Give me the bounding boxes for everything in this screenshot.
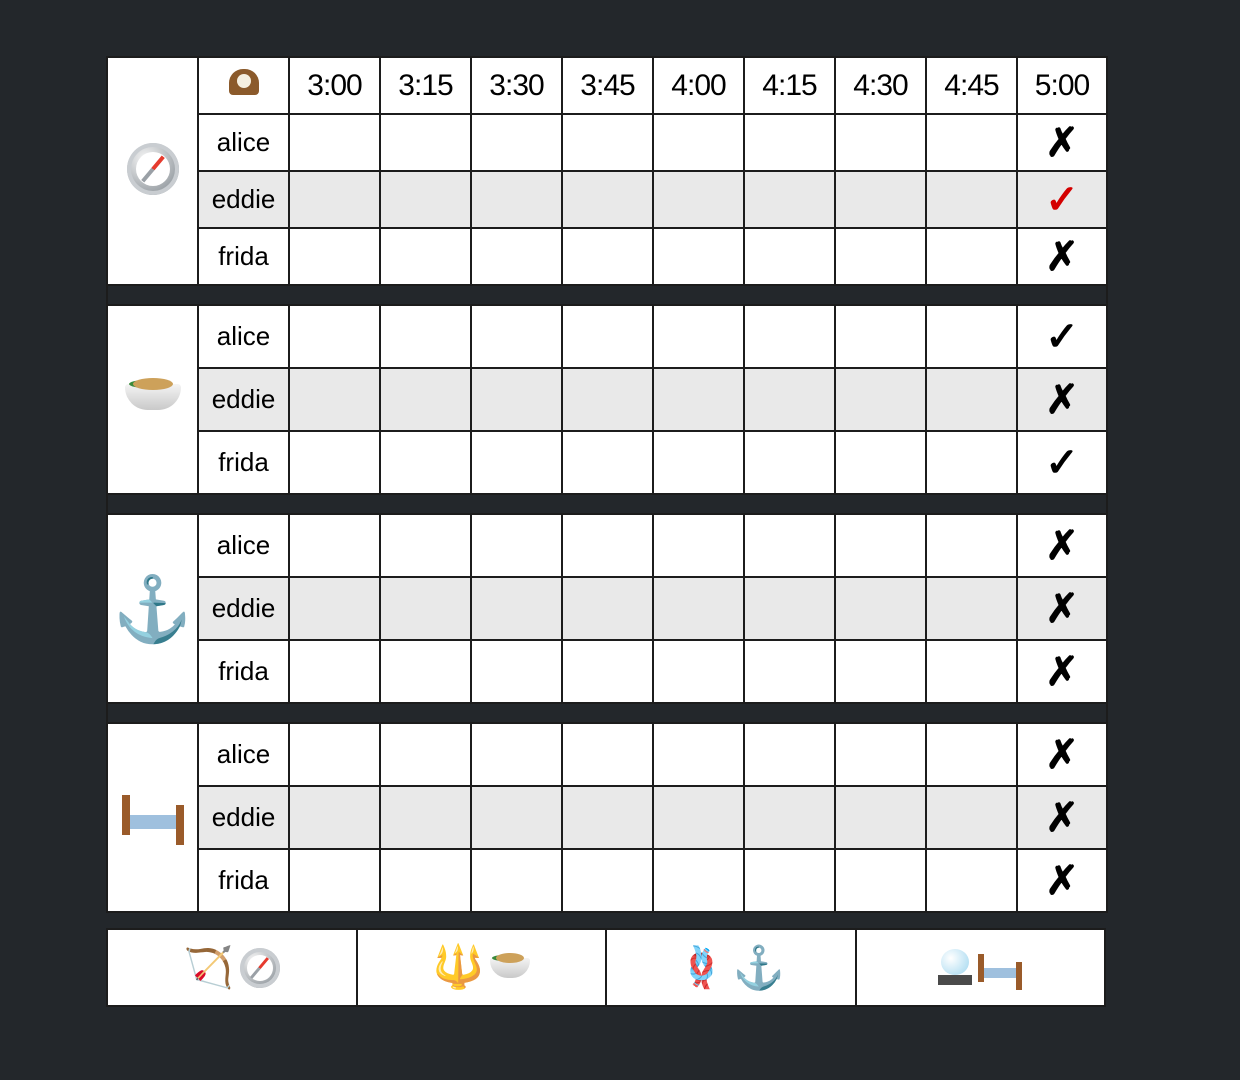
- slot-cell[interactable]: [926, 228, 1017, 285]
- slot-cell[interactable]: [562, 228, 653, 285]
- table-row: [107, 723, 1107, 786]
- slot-cell[interactable]: [289, 786, 380, 849]
- header-row: [107, 57, 1107, 114]
- mark-cell[interactable]: [1017, 723, 1107, 786]
- group-4-icon-cell: [107, 723, 198, 912]
- anchor-icon: ⚓: [112, 572, 193, 645]
- slot-cell[interactable]: [289, 368, 380, 431]
- slot-cell[interactable]: [744, 305, 835, 368]
- cross-mark: ✗: [1045, 586, 1079, 631]
- slot-cell[interactable]: [835, 723, 926, 786]
- slot-cell[interactable]: [926, 577, 1017, 640]
- slot-cell[interactable]: [471, 514, 562, 577]
- slot-cell[interactable]: [289, 514, 380, 577]
- slot-cell[interactable]: [380, 786, 471, 849]
- knot-icon: 🪢: [676, 946, 727, 990]
- slot-cell[interactable]: [653, 723, 744, 786]
- clock-header: [198, 57, 289, 114]
- time-header: 3:00: [289, 57, 380, 114]
- slot-cell[interactable]: [562, 368, 653, 431]
- slot-cell[interactable]: [835, 786, 926, 849]
- slot-cell[interactable]: [744, 228, 835, 285]
- slot-cell[interactable]: [471, 849, 562, 912]
- slot-cell[interactable]: [926, 368, 1017, 431]
- slot-cell[interactable]: [562, 849, 653, 912]
- slot-cell[interactable]: [744, 577, 835, 640]
- table-row: [107, 114, 1107, 171]
- slot-cell[interactable]: [289, 305, 380, 368]
- cross-mark: ✗: [1045, 732, 1079, 777]
- row-name: frida: [198, 431, 289, 494]
- time-header: 3:45: [562, 57, 653, 114]
- slot-cell[interactable]: [471, 577, 562, 640]
- slot-cell[interactable]: [380, 849, 471, 912]
- row-name: eddie: [198, 368, 289, 431]
- row-name: eddie: [198, 171, 289, 228]
- cross-mark: ✗: [1045, 795, 1079, 840]
- slot-cell[interactable]: [380, 114, 471, 171]
- anchor-icon: ⚓: [732, 943, 785, 991]
- slot-cell[interactable]: [289, 171, 380, 228]
- trident-icon: 🔱: [432, 943, 485, 990]
- table-row: [107, 849, 1107, 912]
- legend-cell-4[interactable]: [855, 928, 1107, 1007]
- slot-cell[interactable]: [653, 786, 744, 849]
- slot-cell[interactable]: [653, 514, 744, 577]
- slot-cell[interactable]: [289, 431, 380, 494]
- time-header: 4:15: [744, 57, 835, 114]
- slot-cell[interactable]: [653, 114, 744, 171]
- slot-cell[interactable]: [562, 114, 653, 171]
- slot-cell[interactable]: [744, 723, 835, 786]
- mark-cell[interactable]: [1017, 577, 1107, 640]
- table-row: [107, 640, 1107, 703]
- time-header: 3:15: [380, 57, 471, 114]
- slot-cell[interactable]: [471, 171, 562, 228]
- mark-cell[interactable]: [1017, 228, 1107, 285]
- mark-cell[interactable]: [1017, 431, 1107, 494]
- slot-cell[interactable]: [289, 640, 380, 703]
- slot-cell[interactable]: [926, 849, 1017, 912]
- mark-cell[interactable]: [1017, 640, 1107, 703]
- slot-cell[interactable]: [835, 577, 926, 640]
- slot-cell[interactable]: [289, 228, 380, 285]
- compass-icon: [127, 143, 179, 195]
- group-gap: [107, 285, 1107, 305]
- mantelpiece-clock-icon: [229, 69, 259, 95]
- time-header: 5:00: [1017, 57, 1107, 114]
- slot-cell[interactable]: [562, 786, 653, 849]
- slot-cell[interactable]: [744, 368, 835, 431]
- table-row: [107, 577, 1107, 640]
- cross-mark: ✗: [1045, 377, 1079, 422]
- mark-cell[interactable]: [1017, 849, 1107, 912]
- legend-bar: [106, 928, 1106, 1007]
- table-row: [107, 514, 1107, 577]
- check-mark: ✓: [1045, 440, 1079, 485]
- slot-cell[interactable]: [744, 514, 835, 577]
- slot-cell[interactable]: [289, 114, 380, 171]
- bed-icon: [122, 795, 184, 835]
- crystal-ball-icon: [938, 949, 972, 987]
- slot-cell[interactable]: [926, 171, 1017, 228]
- slot-cell[interactable]: [653, 431, 744, 494]
- group-gap: [107, 703, 1107, 723]
- slot-cell[interactable]: [835, 849, 926, 912]
- slot-cell[interactable]: [653, 640, 744, 703]
- table-row: [107, 786, 1107, 849]
- mark-cell[interactable]: [1017, 514, 1107, 577]
- slot-cell[interactable]: [744, 171, 835, 228]
- slot-cell[interactable]: [562, 305, 653, 368]
- slot-cell[interactable]: [835, 514, 926, 577]
- slot-cell[interactable]: [926, 514, 1017, 577]
- time-header: 4:00: [653, 57, 744, 114]
- slot-cell[interactable]: [835, 305, 926, 368]
- table-row: [107, 228, 1107, 285]
- bed-icon: [978, 954, 1022, 982]
- row-name: eddie: [198, 786, 289, 849]
- group-3-icon-cell: [107, 514, 198, 703]
- group-2-icon-cell: [107, 305, 198, 494]
- legend-cell-1[interactable]: [106, 928, 358, 1007]
- table-row: [107, 171, 1107, 228]
- cross-mark: ✗: [1045, 234, 1079, 279]
- slot-cell[interactable]: [653, 849, 744, 912]
- slot-cell[interactable]: [926, 431, 1017, 494]
- slot-cell[interactable]: [835, 640, 926, 703]
- slot-cell[interactable]: [926, 640, 1017, 703]
- cross-mark: ✗: [1045, 649, 1079, 694]
- slot-cell[interactable]: [562, 723, 653, 786]
- slot-cell[interactable]: [744, 849, 835, 912]
- slot-cell[interactable]: [562, 514, 653, 577]
- slot-cell[interactable]: [562, 577, 653, 640]
- cross-mark: ✗: [1045, 858, 1079, 903]
- mark-cell[interactable]: [1017, 171, 1107, 228]
- slot-cell[interactable]: [835, 171, 926, 228]
- slot-cell[interactable]: [471, 228, 562, 285]
- slot-cell[interactable]: [380, 514, 471, 577]
- slot-cell[interactable]: [926, 114, 1017, 171]
- slot-cell[interactable]: [380, 431, 471, 494]
- table-row: [107, 431, 1107, 494]
- slot-cell[interactable]: [835, 114, 926, 171]
- slot-cell[interactable]: [471, 786, 562, 849]
- time-header: 3:30: [471, 57, 562, 114]
- bow-and-arrow-icon: 🏹: [183, 946, 234, 990]
- slot-cell[interactable]: [744, 431, 835, 494]
- table-row: [107, 305, 1107, 368]
- slot-cell[interactable]: [926, 723, 1017, 786]
- mark-cell[interactable]: [1017, 114, 1107, 171]
- slot-cell[interactable]: [471, 368, 562, 431]
- cross-mark: ✗: [1045, 523, 1079, 568]
- slot-cell[interactable]: [926, 786, 1017, 849]
- slot-cell[interactable]: [562, 640, 653, 703]
- slot-cell[interactable]: [835, 431, 926, 494]
- legend-cell-2[interactable]: [356, 928, 608, 1007]
- slot-cell[interactable]: [653, 368, 744, 431]
- slot-cell[interactable]: [562, 171, 653, 228]
- slot-cell[interactable]: [744, 786, 835, 849]
- row-name: frida: [198, 640, 289, 703]
- table-row: [107, 368, 1107, 431]
- slot-cell[interactable]: [380, 228, 471, 285]
- slot-cell[interactable]: [380, 723, 471, 786]
- slot-cell[interactable]: [744, 114, 835, 171]
- cross-mark: ✗: [1045, 120, 1079, 165]
- slot-cell[interactable]: [471, 723, 562, 786]
- row-name: frida: [198, 849, 289, 912]
- slot-cell[interactable]: [471, 640, 562, 703]
- slot-cell[interactable]: [380, 368, 471, 431]
- slot-cell[interactable]: [380, 171, 471, 228]
- time-header: 4:30: [835, 57, 926, 114]
- check-mark: ✓: [1045, 314, 1079, 359]
- slot-cell[interactable]: [835, 228, 926, 285]
- soup-bowl-icon: [125, 384, 181, 410]
- row-name: alice: [198, 514, 289, 577]
- row-name: alice: [198, 305, 289, 368]
- legend-cell-3[interactable]: [605, 928, 857, 1007]
- slot-cell[interactable]: [380, 577, 471, 640]
- slot-cell[interactable]: [289, 849, 380, 912]
- slot-cell[interactable]: [653, 171, 744, 228]
- group-gap: [107, 494, 1107, 514]
- compass-icon: [240, 948, 280, 988]
- row-name: frida: [198, 228, 289, 285]
- time-header: 4:45: [926, 57, 1017, 114]
- slot-cell[interactable]: [471, 114, 562, 171]
- slot-cell[interactable]: [744, 640, 835, 703]
- row-name: alice: [198, 723, 289, 786]
- slot-cell[interactable]: [926, 305, 1017, 368]
- slot-cell[interactable]: [471, 305, 562, 368]
- slot-cell[interactable]: [289, 577, 380, 640]
- group-1-icon-cell: [107, 57, 198, 285]
- schedule-table: [106, 56, 1108, 913]
- slot-cell[interactable]: [653, 305, 744, 368]
- check-mark: ✓: [1045, 177, 1079, 222]
- slot-cell[interactable]: [562, 431, 653, 494]
- slot-cell[interactable]: [835, 368, 926, 431]
- schedule-grid: [106, 56, 1106, 913]
- slot-cell[interactable]: [653, 577, 744, 640]
- mark-cell[interactable]: [1017, 368, 1107, 431]
- row-name: alice: [198, 114, 289, 171]
- slot-cell[interactable]: [471, 431, 562, 494]
- slot-cell[interactable]: [380, 305, 471, 368]
- slot-cell[interactable]: [653, 228, 744, 285]
- slot-cell[interactable]: [380, 640, 471, 703]
- row-name: eddie: [198, 577, 289, 640]
- mark-cell[interactable]: [1017, 786, 1107, 849]
- mark-cell[interactable]: [1017, 305, 1107, 368]
- soup-bowl-icon: [490, 958, 530, 978]
- slot-cell[interactable]: [289, 723, 380, 786]
